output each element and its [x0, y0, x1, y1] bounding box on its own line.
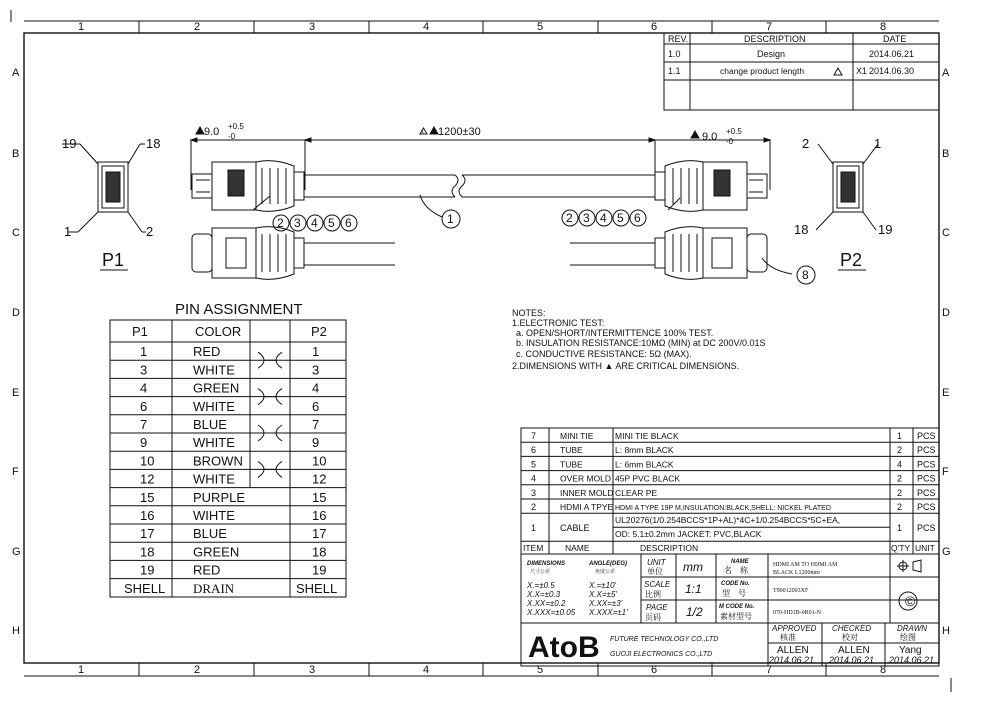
pin-color-cell: PURPLE: [193, 489, 246, 505]
note-line: 1.ELECTRONIC TEST:: [512, 318, 605, 328]
note-line: 2.DIMENSIONS WITH ▲ ARE CRITICAL DIMENSIONS.: [512, 361, 740, 371]
col-label: 5: [537, 21, 544, 33]
row-label: C: [12, 227, 20, 239]
svg-text:X.X=±5': X.X=±5': [589, 590, 617, 599]
svg-text:角度公差: 角度公差: [595, 569, 616, 575]
svg-text:校对: 校对: [842, 633, 858, 642]
rev-value: 1.0: [668, 49, 681, 59]
svg-text:X.XXX=±0.05: X.XXX=±0.05: [527, 608, 576, 617]
bom-unit: PCS: [917, 473, 936, 484]
svg-text:SCALE: SCALE: [644, 580, 671, 589]
col-label: 8: [880, 664, 887, 676]
note-line: b. INSULATION RESISTANCE:10MΩ (MIN) at DC 200V/0.01S: [516, 338, 766, 348]
svg-text:尺寸公差: 尺寸公差: [530, 569, 551, 575]
bom-description: OD: 5.1±0.2mm JACKET: PVC,BLACK: [615, 529, 762, 540]
svg-text:CHECKED: CHECKED: [832, 624, 872, 633]
svg-text:X.=±10': X.=±10': [589, 581, 617, 590]
p1-pin-label: 18: [146, 136, 161, 151]
row-label: A: [12, 67, 20, 79]
bom-description: HDMI A TYPE 19P M,INSULATION:BLACK,SHELL: NICKEL PLATED: [615, 505, 831, 512]
company-name: FUTURE TECHNOLOGY CO.,LTD: [610, 636, 719, 643]
pin-p2-cell: 18: [312, 544, 327, 560]
critical-triangle-icon: [430, 127, 438, 134]
bom-description: 45P PVC BLACK: [615, 473, 681, 484]
svg-text:4: 4: [311, 216, 318, 230]
pin-p2-cell: SHELL: [296, 580, 338, 596]
bom-header: NAME: [565, 543, 590, 554]
svg-text:2014.06.21: 2014.06.21: [889, 655, 935, 665]
pin-color-cell: WHITE: [193, 471, 235, 487]
row-label: G: [12, 546, 21, 558]
pin-p2-cell: 12: [312, 471, 327, 487]
svg-text:mm: mm: [683, 560, 703, 574]
pin-p1-cell: 17: [140, 526, 155, 542]
left-plug-dim: 9.0: [204, 126, 220, 138]
p1-pin-label: 2: [146, 224, 154, 239]
pin-color-cell: DRAIN: [193, 580, 235, 596]
rev-description: Design: [757, 49, 786, 59]
rev-description: change product length: [720, 66, 805, 76]
bom-header: ITEM: [523, 543, 544, 554]
svg-text:ALLEN: ALLEN: [777, 645, 809, 656]
pin-header: P2: [311, 324, 327, 339]
svg-text:4: 4: [600, 211, 607, 225]
col-label: 3: [309, 21, 316, 33]
svg-text:3: 3: [294, 216, 301, 230]
bom-header: DESCRIPTION: [640, 543, 699, 554]
pin-header: P1: [132, 324, 148, 339]
pin-p2-cell: 7: [312, 417, 320, 432]
rev-date: 2014.06.30: [869, 66, 915, 76]
connector-p1: [62, 136, 160, 270]
bom-item: 1: [531, 523, 537, 534]
bom-header: UNIT: [915, 543, 935, 554]
pin-color-cell: GREEN: [193, 544, 240, 560]
pin-p2-cell: 4: [312, 380, 320, 396]
ruler-ticks: [139, 21, 826, 676]
note-line: a. OPEN/SHORT/INTERMITTENCE 100% TEST.: [516, 328, 714, 338]
warning-triangle-icon: [834, 68, 842, 75]
row-label: E: [12, 387, 20, 399]
svg-text:核准: 核准: [780, 633, 796, 642]
p2-pin-label: 1: [874, 136, 882, 151]
col-label: 8: [880, 21, 887, 33]
svg-text:2: 2: [566, 211, 573, 225]
right-plug-dim: 9.0: [702, 131, 718, 143]
rev-header: REV.: [668, 34, 689, 44]
bom-description: UL20276(1/0.254BCCS*1P+AL)*4C+1/0.254BCCS*5C+EA,: [615, 515, 841, 526]
pin-p2-cell: 19: [312, 562, 327, 578]
bom-description: L: 8mm BLACK: [615, 445, 674, 456]
p1-pin-label: 1: [64, 224, 72, 239]
bom-qty: 4: [897, 459, 903, 470]
p2-pin-label: 18: [794, 222, 809, 237]
bom-qty: 1: [897, 431, 903, 441]
svg-text:2014.06.21: 2014.06.21: [829, 655, 875, 665]
balloon-cable: [420, 195, 460, 228]
left-tol-lower: -0: [228, 132, 236, 141]
row-label: H: [12, 625, 20, 637]
pin-p1-cell: 6: [140, 398, 148, 414]
bom-name: OVER MOLD: [560, 473, 612, 484]
pin-p1-cell: 1: [140, 344, 148, 360]
revision-table: [664, 33, 939, 110]
pin-p1-cell: 18: [140, 544, 155, 560]
svg-text:6: 6: [634, 211, 641, 225]
p2-pin-label: 19: [878, 222, 893, 237]
svg-text:BLACK L1200mm: BLACK L1200mm: [773, 570, 820, 576]
row-label: C: [942, 227, 950, 239]
critical-triangle-icon: [196, 127, 204, 134]
svg-text:页码: 页码: [645, 613, 661, 622]
row-label: G: [942, 546, 951, 558]
bom-unit: PCS: [917, 502, 936, 512]
pin-p1-cell: 7: [140, 417, 148, 432]
notes-title: NOTES:: [512, 308, 546, 318]
bom-table: [521, 428, 939, 554]
bom-name: TUBE: [560, 445, 583, 456]
bom-header: Q'TY: [891, 543, 911, 554]
svg-text:型 号: 型 号: [722, 589, 746, 598]
pin-color-cell: WIHTE: [193, 508, 235, 523]
svg-text:绘图: 绘图: [900, 633, 916, 642]
pin-p2-cell: 16: [312, 508, 327, 523]
svg-text:T90012003ΧF: T90012003ΧF: [773, 588, 809, 594]
balloon-group-right: [562, 198, 680, 226]
copyright-mark: ©: [905, 593, 916, 609]
pin-assignment-title: PIN ASSIGNMENT: [175, 301, 303, 318]
row-label: B: [12, 148, 20, 160]
p2-pin-label: 2: [802, 136, 810, 151]
bom-qty: 1: [897, 523, 903, 534]
pin-color-cell: BROWN: [193, 453, 243, 469]
title-block: [521, 554, 939, 666]
notes-block: [512, 308, 765, 371]
bom-qty: 2: [897, 445, 903, 456]
pin-p2-cell: 6: [312, 398, 320, 414]
p1-pin-label: 19: [62, 136, 77, 151]
bom-qty: 2: [897, 487, 903, 498]
row-label: B: [942, 148, 950, 160]
pin-p1-cell: 9: [140, 435, 148, 451]
bom-name: INNER MOLD: [560, 487, 614, 498]
svg-text:APPROVED: APPROVED: [772, 624, 817, 633]
svg-text:X.X=±0.3: X.X=±0.3: [527, 590, 561, 599]
pin-color-cell: WHITE: [193, 435, 235, 451]
svg-text:PAGE: PAGE: [646, 603, 668, 612]
svg-text:X.=±0.5: X.=±0.5: [527, 581, 555, 590]
pin-assignment-table: [110, 301, 346, 597]
svg-text:2: 2: [277, 216, 284, 230]
cable-assembly-bottom: [192, 227, 767, 280]
row-label: F: [942, 466, 949, 478]
bom-unit: PCS: [917, 487, 936, 498]
svg-text:ALLEN: ALLEN: [838, 645, 870, 656]
cable-assembly-top: [192, 161, 767, 212]
bom-description: L: 6mm BLACK: [615, 459, 674, 470]
col-label: 3: [309, 664, 316, 676]
svg-text:X.XX=±0.2: X.XX=±0.2: [527, 599, 566, 608]
svg-text:070-HD1B-0R01-N: 070-HD1B-0R01-N: [773, 610, 821, 616]
svg-text:M CODE No.: M CODE No.: [719, 604, 755, 610]
pin-color-cell: GREEN: [193, 380, 240, 396]
bom-item: 4: [531, 473, 537, 484]
col-label: 6: [651, 21, 658, 33]
bom-item: 6: [531, 445, 537, 456]
right-tol-upper: +0.5: [726, 127, 742, 136]
projection-symbol-icon: [897, 560, 921, 572]
row-label: D: [942, 307, 950, 319]
p1-label: P1: [102, 250, 125, 270]
bom-unit: PCS: [917, 431, 936, 441]
note-line: c. CONDUCTIVE RESISTANCE: 5Ω (MAX).: [516, 349, 692, 359]
svg-text:ANGLE(DEG): ANGLE(DEG): [589, 561, 627, 567]
row-label: A: [942, 67, 950, 79]
pin-header: COLOR: [195, 324, 242, 339]
svg-text:X.XX=±3': X.XX=±3': [589, 599, 623, 608]
bom-item: 7: [531, 431, 537, 441]
row-label: F: [12, 466, 19, 478]
col-label: 7: [766, 664, 773, 676]
bom-qty: 2: [897, 502, 903, 512]
svg-text:CODE No.: CODE No.: [721, 581, 750, 587]
bom-item: 2: [531, 502, 537, 512]
length-dim: 1200±30: [438, 126, 481, 138]
pin-p1-cell: SHELL: [124, 580, 166, 596]
pin-p2-cell: 15: [312, 489, 327, 505]
pin-p1-cell: 15: [140, 489, 155, 505]
company-logo: AtoB: [528, 631, 600, 664]
bom-unit: PCS: [917, 523, 936, 534]
balloon-group-left: [253, 196, 357, 231]
bom-name: CABLE: [560, 523, 590, 534]
pin-p1-cell: 4: [140, 380, 148, 396]
bom-description: CLEAR PE: [615, 487, 658, 498]
svg-text:名 称: 名 称: [724, 566, 748, 575]
bom-name: TUBE: [560, 459, 583, 470]
row-label: D: [12, 307, 20, 319]
date-header: DATE: [883, 34, 907, 44]
critical-triangle-icon: [691, 131, 699, 138]
pin-p2-cell: 9: [312, 435, 320, 451]
border-frame: [24, 33, 939, 663]
col-label: 2: [194, 21, 201, 33]
bom-name: HDMI A TPYE: [560, 502, 614, 512]
svg-text:单位: 单位: [647, 567, 663, 576]
row-label: H: [942, 625, 950, 637]
svg-text:8: 8: [802, 268, 809, 282]
balloon-jacket: [762, 258, 815, 284]
pin-p1-cell: 16: [140, 508, 155, 523]
col-label: 7: [766, 21, 773, 33]
pin-p1-cell: 3: [140, 362, 148, 378]
grid-labels: [12, 21, 951, 676]
bom-item: 3: [531, 487, 537, 498]
svg-text:6: 6: [345, 216, 352, 230]
left-tol-upper: +0.5: [228, 122, 244, 131]
p2-label: P2: [840, 250, 863, 270]
col-label: 4: [423, 21, 430, 33]
pin-p2-cell: 3: [312, 362, 320, 378]
bom-unit: PCS: [917, 459, 936, 470]
rev-mark: X1: [856, 66, 868, 76]
pin-p1-cell: 19: [140, 562, 155, 578]
pin-p2-cell: 10: [312, 453, 327, 469]
pin-p1-cell: 10: [140, 453, 155, 469]
col-label: 1: [78, 664, 85, 676]
svg-text:DIMENSIONS: DIMENSIONS: [527, 561, 566, 567]
connector-p2: [794, 136, 892, 270]
svg-text:1/2: 1/2: [686, 605, 703, 619]
bom-description: MINI TIE BLACK: [615, 431, 679, 441]
pin-p2-cell: 17: [312, 526, 327, 542]
svg-text:5: 5: [328, 216, 335, 230]
svg-text:1: 1: [447, 212, 454, 226]
rev-value: 1.1: [668, 66, 681, 76]
col-label: 2: [194, 664, 201, 676]
svg-text:DRAWN: DRAWN: [897, 624, 928, 633]
col-label: 6: [651, 664, 658, 676]
pin-color-cell: WHITE: [193, 362, 235, 378]
note-triangle-number: 1: [421, 129, 425, 134]
right-tol-lower: -0: [726, 137, 734, 146]
pin-p1-cell: 12: [140, 471, 155, 487]
svg-text:3: 3: [583, 211, 590, 225]
svg-text:素材型号: 素材型号: [720, 612, 752, 621]
svg-text:比例: 比例: [645, 590, 661, 599]
svg-text:2014.06.21: 2014.06.21: [769, 655, 815, 665]
pin-color-cell: WHITE: [193, 398, 235, 414]
pin-p2-cell: 1: [312, 344, 320, 360]
svg-text:UNIT: UNIT: [647, 558, 666, 567]
pin-color-cell: BLUE: [193, 417, 227, 432]
svg-text:5: 5: [617, 211, 624, 225]
bom-item: 5: [531, 459, 537, 470]
col-label: 1: [78, 21, 85, 33]
svg-text:HDMI AM TO HDMI AM: HDMI AM TO HDMI AM: [773, 562, 838, 568]
svg-text:Yang: Yang: [899, 645, 922, 656]
row-label: E: [942, 387, 950, 399]
svg-text:X.XXX=±1': X.XXX=±1': [589, 608, 628, 617]
bom-name: MINI TIE: [560, 431, 594, 441]
description-header: DESCRIPTION: [744, 34, 806, 44]
pin-color-cell: BLUE: [193, 526, 227, 542]
col-label: 4: [423, 664, 430, 676]
bom-unit: PCS: [917, 445, 936, 456]
pin-color-cell: RED: [193, 562, 221, 578]
rev-date: 2014.06.21: [869, 49, 915, 59]
bom-qty: 2: [897, 473, 903, 484]
company-name: GUOJI ELECTRONICS CO.,LTD: [610, 651, 713, 658]
col-label: 5: [537, 664, 544, 676]
pin-color-cell: RED: [193, 344, 221, 360]
svg-text:1:1: 1:1: [685, 582, 702, 596]
svg-text:NAME: NAME: [731, 559, 749, 565]
